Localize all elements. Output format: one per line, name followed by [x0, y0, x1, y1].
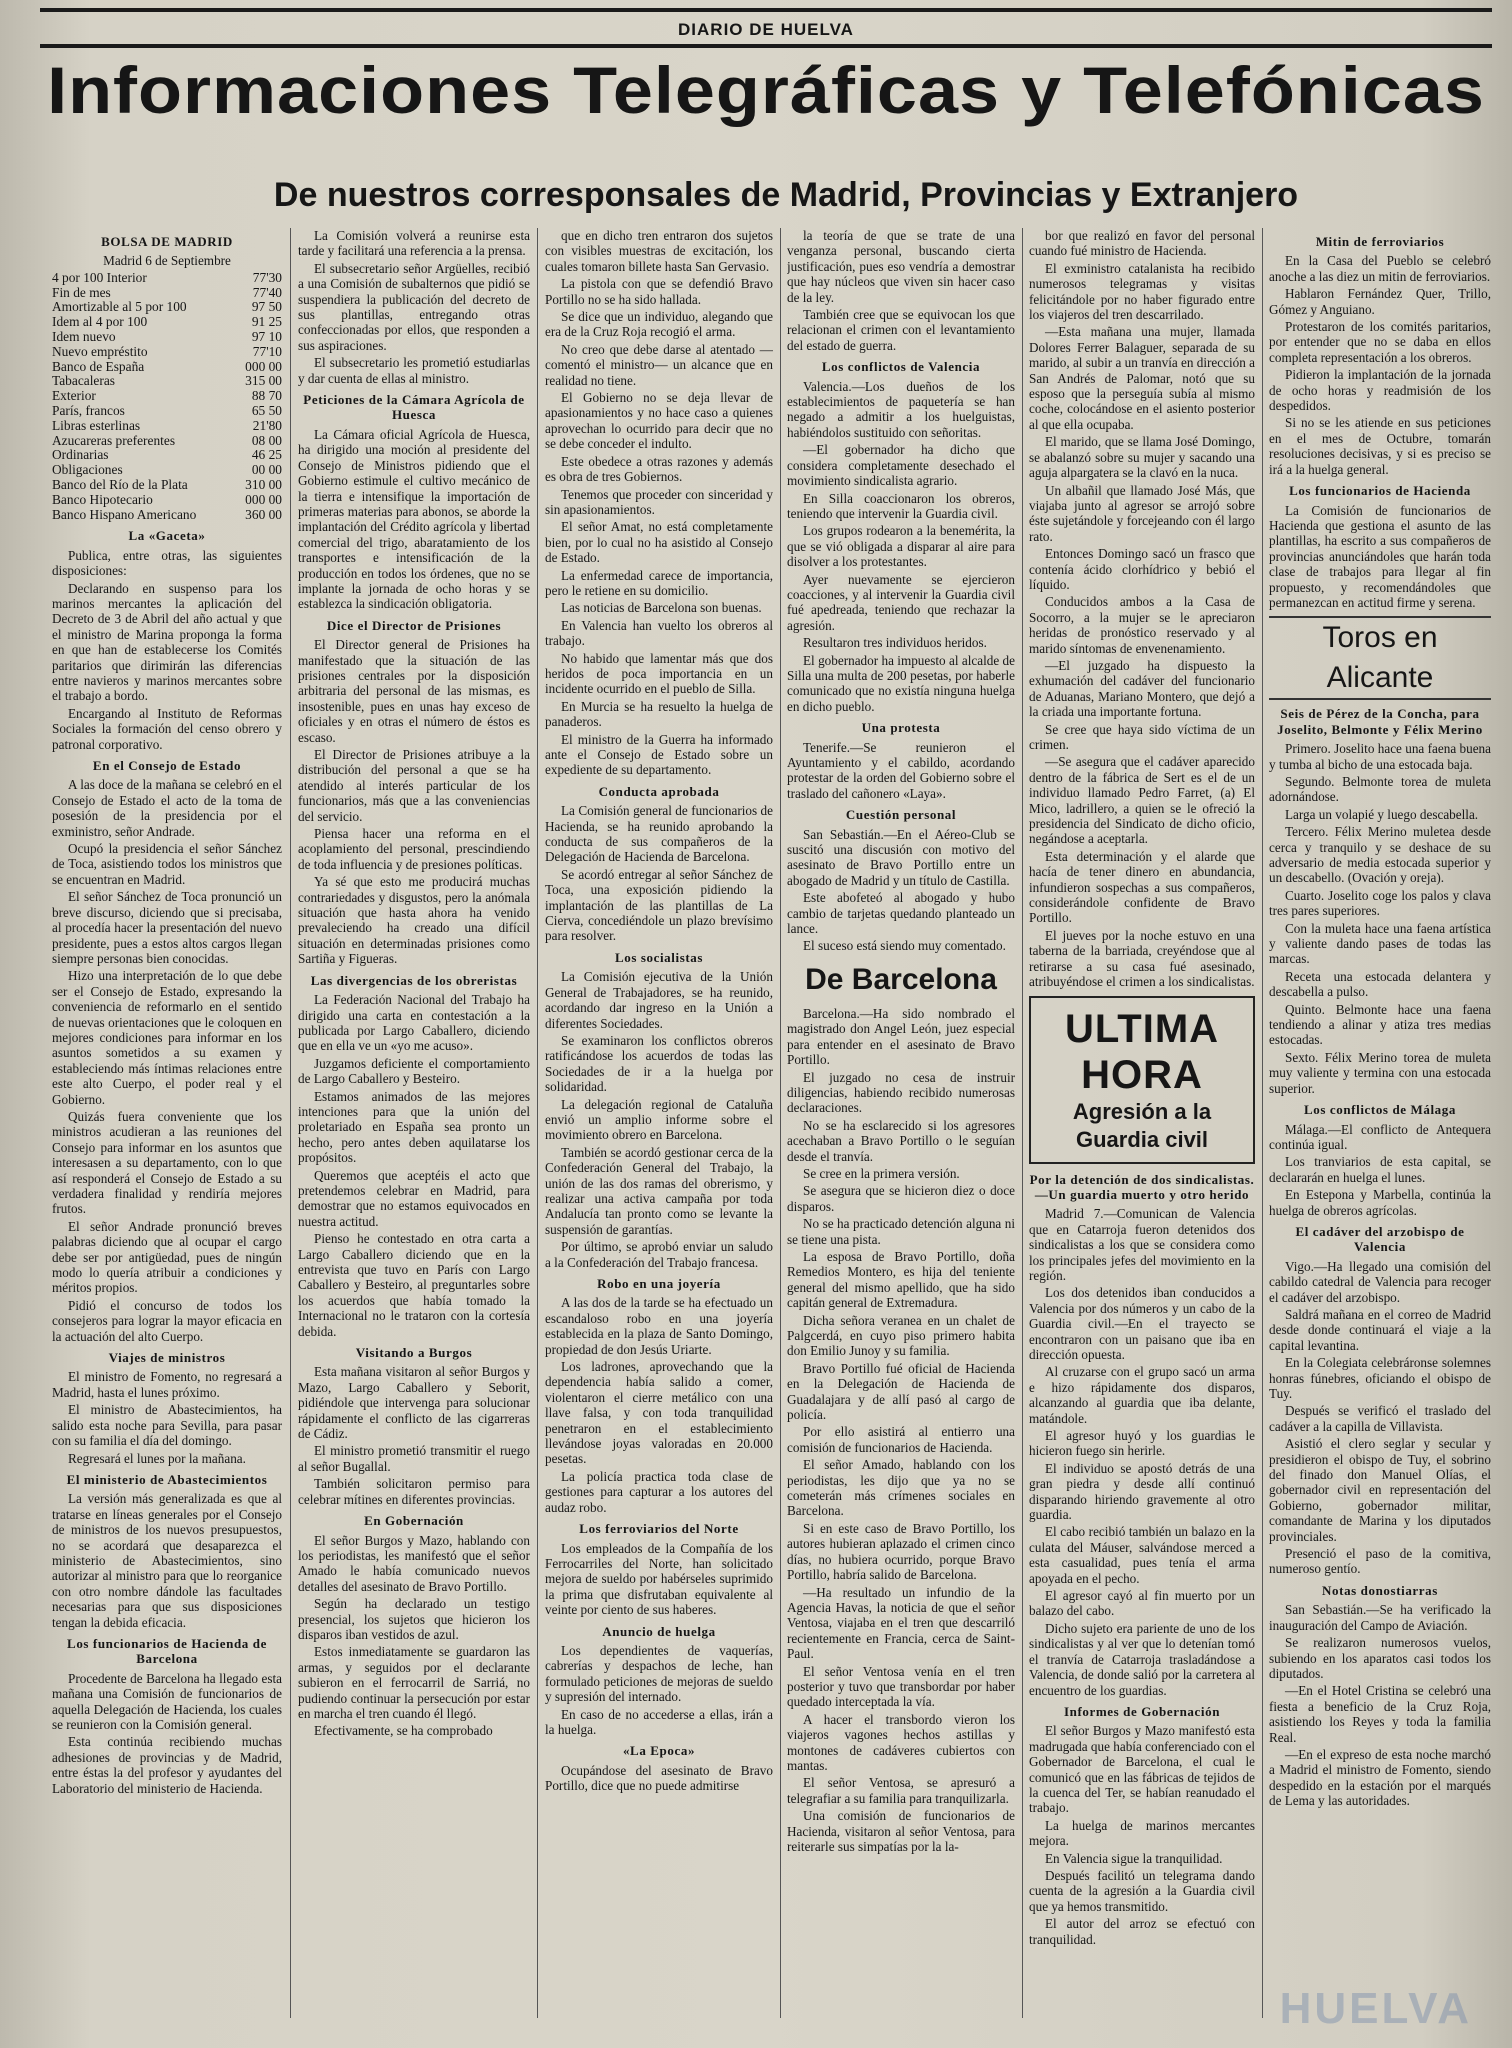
paragraph: La Comisión de funcionarios de Hacienda que gestiona el asunto de las plantillas, ha escrito a sus compañeros de provincias anunciándoles que harán toda clase de trabajos para llegar al fin propuesto, y recomendándoles que permanezcan en actitud firme y serena. [1269, 502, 1491, 610]
paragraph: Se dice que un individuo, alegando que era de la Cruz Roja recogió el arma. [545, 309, 773, 340]
column-rule [537, 228, 538, 2018]
funcionarios-hacienda-title: Los funcionarios de Hacienda [1289, 483, 1471, 499]
conducta-title: Conducta aprobada [598, 783, 720, 799]
bolsa-date: Madrid 6 de Septiembre [103, 253, 231, 269]
paragraph: En la Colegiata celebráronse solemnes honras fúnebres, oficiando el obispo de Tuy. [1269, 1355, 1491, 1401]
paragraph: También se acordó gestionar cerca de la Confederación General del Trabajo, la unión de las dos ramas del obrerismo, y realizar una activa campaña por toda Andalucía tan pronto como se levante la suspensión de garantías. [545, 1144, 773, 1237]
paragraph: La delegación regional de Cataluña envió un amplio informe sobre el movimiento obrero en Barcelona. [545, 1096, 773, 1143]
stock-value: 310 00 [245, 476, 282, 492]
paragraph: Queremos que aceptéis el acto que pretendemos celebrar en Madrid, para demostrar que no estamos equivocados en nuestra actitud. [298, 1167, 530, 1229]
paragraph: Málaga.—El conflicto de Antequera continúa igual. [1269, 1121, 1491, 1152]
paragraph: El subsecretario les prometió estudiarlas y dar cuenta de ellas al ministro. [298, 355, 530, 386]
paragraph: Segundo. Belmonte torea de muleta adornándose. [1269, 773, 1491, 805]
paragraph: A las dos de la tarde se ha efectuado un escandaloso robo en una joyería establecida en la plaza de Santo Domingo, propiedad de don Jesús Uriarte. [545, 1295, 773, 1357]
informes-title: Informes de Gobernación [1063, 1703, 1221, 1719]
stock-label: Banco Hipotecario [52, 491, 153, 507]
paragraph: Las noticias de Barcelona son buenas. [561, 600, 762, 616]
paragraph: Este abofeteó al abogado y hubo cambio de tarjetas quedando planteado un lance. [787, 890, 1015, 937]
paragraph: Declarando en suspenso para los marinos mercantes la aplicación del Decreto de 3 de Abril del año actual y que el ministro de Marina proponga la forma en que han de establecerse los Comités paritarios que dirimirán las diferencias entre navieros y marinos mercantes sobre el trabajo a bordo. [52, 580, 282, 704]
stock-value: 77'30 [252, 269, 282, 285]
paragraph: La pistola con que se defendió Bravo Portillo no se ha sido hallada. [545, 276, 773, 307]
column-1 [52, 228, 282, 2028]
mitin-title: Mitin de ferroviarios [1315, 234, 1445, 249]
stock-value: 97 10 [251, 329, 282, 344]
paragraph: Se cree en la primera versión. [803, 1165, 960, 1181]
bolsa-title: BOLSA DE MADRID [101, 234, 233, 249]
stock-row [52, 404, 282, 419]
paragraph: La Comisión general de funcionarios de Hacienda, se ha reunido aprobando la conducta de sus compañeros de la Delegación de Hacienda de Barcelona. [545, 803, 773, 865]
paragraph: Si no se les atiende en sus peticiones en el mes de Octubre, tomarán resoluciones decisivas, y si es preciso se irá a la huelga general. [1269, 415, 1491, 477]
stock-value: 77'10 [252, 343, 282, 359]
paragraph: El cabo recibió también un balazo en la culata del Máuser, salvándose merced a esta casualidad, pues tenía el arma apoyada en el pecho. [1029, 1524, 1255, 1586]
column-rule [780, 228, 781, 2018]
paragraph: —El juzgado ha dispuesto la exhumación del cadáver del funcionario de Aduanas, Mariano Montero, que dejó a la criada una importante fortuna. [1029, 657, 1255, 720]
funcionarios-barcelona-title: Los funcionarios de Hacienda de Barcelona [67, 1635, 267, 1667]
paragraph: La policía practica toda clase de gestiones para capturar a los autores del audaz robo. [545, 1468, 773, 1515]
paragraph: A las doce de la mañana se celebró en el Consejo de Estado el acto de la toma de posesión de la presidencia por el exministro, señor Andrade. [52, 777, 282, 839]
stock-table [52, 271, 282, 523]
paragraph: Se acordó entregar al señor Sánchez de Toca, una exposición pidiendo la implantación de las plantillas de La Cierva, concediéndole un plazo brevísimo para resolver. [545, 866, 773, 944]
paragraph: El ministro de la Guerra ha informado ante el Consejo de Estado sobre un expediente de su departamento. [545, 731, 773, 778]
sub-headline: De nuestros corresponsales de Madrid, Provincias y Extranjero [273, 176, 1299, 214]
paragraph: Los ladrones, aprovechando que la dependencia había salido a comer, violentaron el cierre metálico con una llave falsa, y con toda tranquilidad penetraron en el establecimiento llevándose joyas valoradas en 20.000 pesetas. [545, 1359, 773, 1467]
stock-label: Exterior [52, 388, 96, 404]
paragraph: La versión más generalizada es que al tratarse en líneas generales por el Consejo de ministros de los nuevos presupuestos, no se acordará que desaparezca el ministerio de Abastecimientos, sino autorizar al ministro para que lo reorganice con otro nombre dándole las facultades necesarias para que sus disposiciones tengan la debida eficacia. [52, 1491, 282, 1630]
paragraph: Dicho sujeto era pariente de uno de los sindicalistas y al ver que lo detenían tomó el tranvía de Catarroja trasladándose a Valencia, de donde salió por la carretera al encuentro de los guardias. [1029, 1620, 1255, 1698]
stock-row [52, 345, 282, 360]
paragraph: Regresará el lunes por la mañana. [68, 1450, 246, 1466]
stock-label: París, francos [52, 402, 125, 418]
stock-label: Banco del Río de la Plata [52, 476, 188, 492]
stock-row [52, 434, 282, 449]
paragraph: Según ha declarado un testigo presencial, los sujetos que hicieron los disparos iban vestidos de azul. [298, 1596, 530, 1642]
paragraph: No habido que lamentar más que dos heridos de poca importancia en un incidente ocurrido en el pueblo de Silla. [545, 650, 773, 697]
column-4 [787, 228, 1015, 2028]
paragraph: —Se asegura que el cadáver aparecido dentro de la fábrica de Sert es el de un individuo llamado Pedro Farret, (a) El Mico, ladrillero, a quien se le ofreció la presidencia del Sindicato de dicho oficio, negándose a aceptarla. [1029, 754, 1255, 847]
stock-row [52, 419, 282, 434]
paragraph: Después se verificó el traslado del cadáver a la capilla de Villavista. [1269, 1403, 1491, 1434]
paragraph: La Cámara oficial Agrícola de Huesca, ha dirigido una moción al presidente del Consejo de Ministros pidiendo que el Gobierno estimule el cultivo mecánico de la tierra e intensifique la importación de primeras materias para abonos, se aborde la implantación del Crédito agrícola y libertad comercial del trigo, abaratamiento de los transportes e intensificación de la producción en todos los órdenes, que no se implante la jornada de ocho horas y se establezca la sindicación obligatoria. [298, 426, 530, 612]
toros-heading: Toros en Alicante [1269, 616, 1491, 700]
consejo-title: En el Consejo de Estado [92, 758, 242, 774]
paragraph: Saldrá mañana en el correo de Madrid desde donde continuará el viaje a la capital levantina. [1269, 1306, 1491, 1353]
paragraph: Los empleados de la Compañía de los Ferrocarriles del Norte, han solicitado mejora de sueldo por habérseles suprimido la prima que disfrutaban equivalente al veinte por ciento de sus haberes. [545, 1540, 773, 1618]
paragraph: Pidió el concurso de todos los consejeros para lograr la mayor eficacia en la actuación del alto Cuerpo. [52, 1297, 282, 1344]
anuncio-title: Anuncio de huelga [602, 1623, 716, 1639]
paragraph: Vigo.—Ha llegado una comisión del cabildo catedral de Valencia para recoger el cadáver del arzobispo. [1269, 1258, 1491, 1305]
paragraph: El exministro catalanista ha recibido numerosos telegramas y visitas felicitándole por no haber figurado entre los viajeros del tren descarrilado. [1029, 260, 1255, 323]
paragraph: El ministro de Abastecimientos, ha salido esta noche para Sevilla, para pasar con su familia el día del domingo. [52, 1402, 282, 1449]
paragraph: bor que realizó en favor del personal cuando fué ministro de Hacienda. [1029, 228, 1255, 259]
paragraph: Quinto. Belmonte hace una faena tendiendo a alinar y atiza tres medias estocadas. [1269, 1001, 1491, 1048]
paragraph: El individuo se apostó detrás de una gran piedra y desde allí continuó disparando hiriendo gravemente al otro guardia. [1029, 1460, 1255, 1523]
paragraph: la teoría de que se trate de una venganza personal, buscando cierta justificación, pues eso vendría a demostrar que hay núcleos que viven sin hacer caso de la ley. [787, 228, 1015, 305]
stock-label: Amortizable al 5 por 100 [52, 299, 187, 315]
paragraph: Entonces Domingo sacó un frasco que contenía ácido clorhídrico y bebió el líquido. [1029, 546, 1255, 592]
paragraph: Con la muleta hace una faena artística y valiente dando pases de todas las marcas. [1269, 920, 1491, 967]
stock-row [52, 360, 282, 375]
arzobispo-title: El cadáver del arzobispo de Valencia [1295, 1223, 1465, 1255]
ultima-hora-subtitle: Agresión a la Guardia civil [1072, 1098, 1212, 1152]
paper-name: DIARIO DE HUELVA [678, 20, 854, 39]
paragraph: Madrid 7.—Comunican de Valencia que en Catarroja fueron detenidos dos sindicalistas a los que se considera como los principales jefes del movimiento en la región. [1029, 1206, 1255, 1283]
paragraph: Presenció el paso de la comitiva, numeroso gentío. [1269, 1546, 1491, 1577]
paragraph: Larga un volapié y luego descabella. [1285, 806, 1479, 822]
stock-label: Idem nuevo [52, 329, 116, 344]
socialistas-title: Los socialistas [614, 949, 704, 965]
paragraph: Esta continúa recibiendo muchas adhesiones de provincias y de Madrid, entre éstas la del profesor y ayudantes del Laboratorio del ministerio de Hacienda. [52, 1734, 282, 1796]
main-headline: Informaciones Telegráficas y Telefónicas [47, 54, 1485, 128]
column-rule [290, 228, 291, 2018]
paragraph: El Gobierno no se deja llevar de apasionamientos y no hace caso a quienes aprovechan lo ocurrido para decir que no se debe conceder el indulto. [545, 390, 773, 452]
paragraph: La Comisión volverá a reunirse esta tarde y facilitará una referencia a la prensa. [298, 228, 530, 259]
paragraph: Esta mañana visitaron al señor Burgos y Mazo, Largo Caballero y Seborit, pidiéndole que intervenga para solucionar rápidamente el conflicto de las cigarreras de Cádiz. [298, 1364, 530, 1442]
paragraph: —El gobernador ha dicho que considera completamente desechado el movimiento sindicalista agrario. [787, 442, 1015, 489]
paragraph: —En el Hotel Cristina se celebró una fiesta a beneficio de la Cruz Roja, asistiendo los Reyes y toda la familia Real. [1269, 1683, 1491, 1745]
column-rule [1262, 228, 1263, 2018]
paragraph: Sexto. Félix Merino torea de muleta muy valiente y termina con una estocada superior. [1269, 1049, 1491, 1096]
director-prisiones-title: Dice el Director de Prisiones [326, 617, 502, 633]
protesta-title: Una protesta [861, 720, 941, 736]
paragraph: Ocupó la presidencia el señor Sánchez de Toca, asistiendo todos los ministros que se encuentran en Madrid. [52, 841, 282, 887]
paragraph: La esposa de Bravo Portillo, doña Remedios Montero, es hija del teniente general del mismo apellido, que ha sido capitán general de Extremadura. [787, 1248, 1015, 1311]
column-rule [1022, 228, 1023, 2018]
paragraph: Valencia.—Los dueños de los establecimientos de paquetería se han negado a admitir a los huelguistas, habiéndolos sustituido con señoritas. [787, 378, 1015, 440]
paragraph: La Federación Nacional del Trabajo ha dirigido una carta en contestación a la publicada por Largo Caballero, diciendo que en ella ve un «yo me acuso». [298, 992, 530, 1054]
stock-label: Nuevo empréstito [52, 343, 148, 359]
paragraph: El señor Ventosa, se apresuró a telegrafiar a su familia para tranquilizarla. [787, 1775, 1015, 1806]
norte-title: Los ferroviarios del Norte [579, 1521, 739, 1537]
paragraph: La enfermedad carece de importancia, pero le retiene en su domicilio. [545, 567, 773, 598]
paragraph: En Valencia han vuelto los obreros al trabajo. [545, 617, 773, 649]
epoca-title: «La Epoca» [622, 1743, 696, 1759]
paragraph: Se realizaron numerosos vuelos, subiendo en los aparatos casi todos los diputados. [1269, 1635, 1491, 1681]
paragraph: También cree que se equivocan los que relacionan el crimen con el levantamiento del estado de guerra. [787, 307, 1015, 353]
stock-label: Libras esterlinas [52, 417, 141, 433]
paragraph: Resultaron tres individuos heridos. [803, 635, 987, 651]
paragraph: Tercero. Félix Merino muletea desde cerca y tranquilo y se deshace de su adversario de media estocada superior y un descabello. (Ovación y oreja). [1269, 824, 1491, 886]
paragraph: El marido, que se llama José Domingo, se abalanzó sobre su mujer y sacando una aguja alpargatera se la clavó en la nuca. [1029, 434, 1255, 481]
paragraph: El autor del arroz se efectuó con tranquilidad. [1029, 1916, 1255, 1947]
paragraph: Tenemos que proceder con sinceridad y sin apasionamientos. [545, 486, 773, 517]
paragraph: No se ha esclarecido si los agresores acechaban a Bravo Portillo o le seguían desde el tranvía. [787, 1117, 1015, 1164]
paragraph: El jueves por la noche estuvo en una taberna de la barriada, creyéndose que al retirarse a su casa fué asesinado, atribuyéndose el crimen a los sindicalistas. [1029, 927, 1255, 990]
paragraph: El señor Burgos y Mazo, hablando con los periodistas, les manifestó que el señor Amado le había comunicado nuevos detalles del asesinato de Bravo Portillo. [298, 1532, 530, 1594]
paragraph: Cuarto. Joselito coge los palos y clava tres pares superiores. [1269, 887, 1491, 919]
paragraph: Ocupándose del asesinato de Bravo Portillo, dice que no puede admitirse [545, 1762, 773, 1794]
stock-label: Ordinarias [52, 447, 109, 463]
stock-value: 46 25 [251, 447, 282, 463]
paragraph: Estamos animados de las mejores intenciones para que la unión del proletariado en España sea pronto un hecho, pero antes deben aquilatarse los propósitos. [298, 1088, 530, 1166]
paragraph: Este obedece a otras razones y además es obra de tres Gobiernos. [545, 453, 773, 485]
stock-label: Azucareras preferentes [52, 432, 176, 448]
paragraph: Los dependientes de vaquerías, cabrerías y despachos de leche, han formulado peticiones de mejoras de sueldo y supresión del internado. [545, 1642, 773, 1705]
paragraph: El gobernador ha impuesto al alcalde de Silla una multa de 200 pesetas, por haberle comunicado que no existía ninguna huelga en dicho pueblo. [787, 652, 1015, 714]
paragraph: Al cruzarse con el grupo sacó un arma e hizo rápidamente dos disparos, alcanzando al guardia que iba delante, matándole. [1029, 1364, 1255, 1426]
malaga-title: Los conflictos de Málaga [1304, 1102, 1456, 1118]
paragraph: El agresor cayó al fin muerto por un balazo del cabo. [1029, 1588, 1255, 1619]
paragraph: La Comisión ejecutiva de la Unión General de Trabajadores, se ha reunido, acordando dar ingreso en la Unión a diferentes Sociedades. [545, 969, 773, 1031]
barcelona-heading: De Barcelona [805, 962, 997, 996]
stock-row [52, 271, 282, 286]
paragraph: Estos inmediatamente se guardaron las armas, y seguidos por el declarante subieron en el ferrocarril de Sarriá, no pudiendo continuar la persecución por estar en marcha el tren cuando él llegó. [298, 1644, 530, 1721]
stock-value: 65 50 [251, 402, 282, 418]
paragraph: San Sebastián.—Se ha verificado la inauguración del Campo de Aviación. [1269, 1602, 1491, 1633]
paragraph: Asistió el clero seglar y secular y presidieron el obispo de Tuy, el sobrino del finado don Manuel Olías, el gobernador civil en representación del Gobierno, gobernador militar, comandante de Marina y los diputados provinciales. [1269, 1436, 1491, 1544]
paragraph: Hablaron Fernández Quer, Trillo, Gómez y Anguiano. [1269, 286, 1491, 317]
paragraph: Primero. Joselito hace una faena buena y tumba al bicho de una estocada baja. [1269, 741, 1491, 772]
paragraph: Una comisión de funcionarios de Hacienda, visitaron al señor Ventosa, para reiterarle sus simpatías por la la- [787, 1808, 1015, 1854]
stock-row [52, 315, 282, 330]
paragraph: San Sebastián.—En el Aéreo-Club se suscitó una discusión con motivo del asesinato de Bravo Portillo entre un abogado de Madrid y un título de Castilla. [787, 826, 1015, 888]
paragraph: En Estepona y Marbella, continúa la huelga de obreros agrícolas. [1269, 1187, 1491, 1218]
paragraph: El señor Burgos y Mazo manifestó esta madrugada que había conferenciado con el Gobernador de Barcelona, el cual le comunicó que en las fábricas de tejidos de la cuenca del Ter, se habían reanudado el trabajo. [1029, 1723, 1255, 1816]
stock-value: 00 00 [251, 462, 282, 478]
paragraph: —Esta mañana una mujer, llamada Dolores Ferrer Balaguer, separada de su marido, al subir a un tranvía en dirección a San Andrés de Palomar, notó que su esposo que la perseguía subía al mismo coche, colocándose en el asiento posterior al que ella ocupaba. [1029, 324, 1255, 432]
paragraph: Por ello asistirá al entierro una comisión de funcionarios de Hacienda. [787, 1424, 1015, 1455]
stock-label: Banco de España [52, 358, 145, 374]
paragraph: Después facilitó un telegrama dando cuenta de la agresión a la Guardia civil que ya hemos transmitido. [1029, 1867, 1255, 1914]
paragraph: También solicitaron permiso para celebrar mítines en diferentes provincias. [298, 1476, 530, 1507]
stock-row [52, 330, 282, 345]
paragraph: En caso de no accederse a ellas, irán a la huelga. [545, 1706, 773, 1737]
stock-row [52, 300, 282, 315]
notas-title: Notas donostiarras [1322, 1582, 1438, 1598]
stock-row [52, 478, 282, 493]
paragraph: El señor Amat, no está completamente bien, por lo cual no ha asistido al Consejo de Estado. [545, 519, 773, 566]
valencia-title: Los conflictos de Valencia [821, 359, 981, 375]
detencion-title: Por la detención de dos sindicalistas.—Un guardia muerto y otro herido [1029, 1171, 1255, 1202]
burgos-title: Visitando a Burgos [355, 1345, 473, 1361]
column-5 [1029, 228, 1255, 2028]
gaceta-title: La «Gaceta» [128, 528, 206, 544]
stock-value: 000 00 [245, 358, 282, 374]
stock-value: 91 25 [251, 314, 282, 330]
paragraph: —Ha resultado un infundio de la Agencia Havas, la noticia de que el señor Ventosa, viajaba en el tren que descarriló recientemente en Francia, cerca de Saint-Paul. [787, 1584, 1015, 1662]
paragraph: El Director general de Prisiones ha manifestado que la situación de las prisiones centrales por la disposición arbitraria del personal de las mismas, es insostenible, pues en unas hay exceso de oficiales y en otras el número de éstos es escaso. [298, 637, 530, 745]
paragraph: Juzgamos deficiente el comportamiento de Largo Caballero y Besteiro. [298, 1055, 530, 1087]
paragraph: Quizás fuera conveniente que los ministros acudieran a las reuniones del Consejo para informar en los asuntos que interesasen a su departamento, con lo que así responderá el Consejo de Estado a su verdadera finalidad y rendiría mejores frutos. [52, 1108, 282, 1217]
paragraph: En la Casa del Pueblo se celebró anoche a las diez un mitin de ferroviarios. [1269, 253, 1491, 284]
abastecimientos-title: El ministerio de Abastecimientos [66, 1471, 268, 1487]
paragraph: Se cree que haya sido víctima de un crimen. [1029, 721, 1255, 752]
paragraph: El suceso está siendo muy comentado. [803, 938, 1006, 954]
stock-value: 21'80 [252, 417, 282, 433]
stock-row [52, 493, 282, 508]
paragraph: Encargando al Instituto de Reformas Sociales la formación del censo obrero y patronal corporativo. [52, 705, 282, 752]
stock-value: 315 00 [245, 373, 282, 389]
paragraph: El agresor huyó y los guardias le hicieron fuego sin herirle. [1029, 1428, 1255, 1459]
paragraph: Esta determinación y el alarde que hacía de tener dinero en abundancia, infundieron sospechas a sus compañeros, considerándole confidente de Bravo Portillo. [1029, 848, 1255, 926]
paragraph: El Director de Prisiones atribuye a la distribución del personal a que se ha atendido al interés particular de los funcionarios, más que a las conveniencias del servicio. [298, 747, 530, 824]
paragraph: El ministro de Fomento, no regresará a Madrid, hasta el lunes próximo. [52, 1369, 282, 1400]
paragraph: Efectivamente, se ha comprobado [314, 1723, 493, 1739]
ultima-hora-title: ULTIMA HORA [1064, 1006, 1220, 1097]
paragraph: Por último, se aprobó enviar un saludo a la Confederación del Trabajo francesa. [545, 1239, 773, 1270]
stock-row [52, 508, 282, 523]
masthead-rule [40, 44, 1492, 48]
paragraph: En Valencia sigue la tranquilidad. [1045, 1850, 1223, 1866]
paragraph: Conducidos ambos a la Casa de Socorro, a la mujer se le apreciaron heridas de pronóstico reservado y al marido síntomas de envenenamiento. [1029, 594, 1255, 656]
robo-title: Robo en una joyería [597, 1276, 721, 1291]
paragraph: Si en este caso de Bravo Portillo, los autores hubieran aplazado el crimen cinco días, no hubiera ocurrido, porque Bravo Portillo, habría salido de Barcelona. [787, 1520, 1015, 1583]
paragraph: que en dicho tren entraron dos sujetos con visibles muestras de excitación, los cuales tomaron billete hasta San Gervasio. [545, 228, 773, 274]
stock-row [52, 286, 282, 301]
cuestion-title: Cuestión personal [845, 807, 957, 823]
stock-value: 97 50 [251, 299, 282, 315]
paragraph: El señor Amado, hablando con los periodistas, les dijo que ya no se cometerán más crímenes sociales en Barcelona. [787, 1457, 1015, 1519]
stock-value: 000 00 [245, 491, 282, 507]
paragraph: A hacer el transbordo vieron los viajeros vagones hechos astillas y montones de cadáveres cubiertos con mantas. [787, 1711, 1015, 1773]
paragraph: La huelga de marinos mercantes mejora. [1029, 1817, 1255, 1849]
stock-row [52, 463, 282, 478]
paragraph: Protestaron de los comités paritarios, por entender que no se daba en ellos completa representación a los obreros. [1269, 319, 1491, 365]
paragraph: Hizo una interpretación de lo que debe ser el Consejo de Estado, expresando la conveniencia de reformarlo en el sentido de nuevas orientaciones que le coloquen en mejores condiciones para informar en los asuntos sometidos a su examen y estableciendo más íntimas relaciones entre este alto Cuerpo, el poder real y el Gobierno. [52, 968, 282, 1107]
paragraph: Dicha señora veranea en un chalet de Palgcerdá, en cuyo piso primero habita don Emilio Junoy y su familia. [787, 1312, 1015, 1359]
stock-value: 77'40 [252, 284, 282, 300]
paragraph: No se ha practicado detención alguna ni se tiene una pista. [787, 1216, 1015, 1247]
top-rule [40, 8, 1492, 12]
paragraph: Ayer nuevamente se ejercieron coacciones, y al intervenir la Guardia civil fué apedreada, teniendo que rechazar la agresión. [787, 571, 1015, 633]
stock-label: 4 por 100 Interior [52, 269, 147, 285]
paragraph: Pienso he contestado en otra carta a Largo Caballero diciendo que en la entrevista que tuvo en París con Largo Caballero y Besteiro, al preguntarles sobre los acuerdos que había tomado la Internacional no le trataron con la cortesía debida. [298, 1231, 530, 1339]
paragraph: No creo que debe darse al atentado —comentó el ministro— un alcance que en realidad no tiene. [545, 341, 773, 388]
stock-label: Obligaciones [52, 462, 123, 478]
stock-value: 360 00 [245, 506, 282, 522]
stock-label: Tabacaleras [52, 373, 115, 389]
huelva-watermark: HUELVA [1279, 1984, 1472, 2033]
stock-label: Banco Hispano Americano [52, 506, 197, 522]
paragraph: Barcelona.—Ha sido nombrado el magistrado don Angel León, juez especial para entender en el asesinato de Bravo Portillo. [787, 1005, 1015, 1068]
stock-row [52, 389, 282, 404]
paragraph: Un albañil que llamado José Más, que viajaba junto al agresor se arrojó sobre éste sujetándole y forcejeando con él largo rato. [1029, 482, 1255, 544]
column-2 [298, 228, 530, 2028]
paragraph: El señor Ventosa venía en el tren posterior y tuvo que transbordar por haber quedado interceptada la vía. [787, 1663, 1015, 1710]
paragraph: En Murcia se ha resuelto la huelga de panaderos. [545, 698, 773, 730]
paragraph: En Silla coaccionaron los obreros, teniendo que intervenir la Guardia civil. [787, 490, 1015, 521]
paragraph: Ya sé que esto me producirá muchas contrariedades y disgustos, pero la anómala situación que hasta ahora ha venido prevaleciendo ha creado una difícil situación en determinadas prisiones como Sartiña y Figueras. [298, 874, 530, 967]
viajes-title: Viajes de ministros [108, 1350, 226, 1366]
paragraph: Los tranviarios de esta capital, se declararán en huelga el lunes. [1269, 1154, 1491, 1185]
peticiones-title: Peticiones de la Cámara Agrícola de Huesca [303, 392, 525, 423]
paragraph: —En el expreso de esta noche marchó a Madrid el ministro de Fomento, siendo despedido en la estación por el marqués de Lema y las autoridades. [1269, 1746, 1491, 1809]
paragraph: Los dos detenidos iban conducidos a Valencia por dos números y un cabo de la Guardia civil.—En el trayecto se encontraron con un paisano que iba en dirección opuesta. [1029, 1285, 1255, 1362]
paragraph: Procedente de Barcelona ha llegado esta mañana una Comisión de funcionarios de aquella Delegación de Hacienda, los cuales se reunieron con la Comisión general. [52, 1670, 282, 1733]
paragraph: El señor Sánchez de Toca pronunció un breve discurso, diciendo que si precisaba, al procedía hacer la presentación del nuevo presidente, pues a estos altos cargos llegan siempre personas bien conocidas. [52, 889, 282, 966]
paragraph: Piensa hacer una reforma en el acoplamiento del personal, prescindiendo de toda influencia y de presiones políticas. [298, 826, 530, 872]
stock-label: Fin de mes [52, 284, 111, 300]
stock-label: Idem al 4 por 100 [52, 314, 148, 330]
paragraph: Receta una estocada delantera y descabella a pulso. [1269, 968, 1491, 1000]
stock-row [52, 448, 282, 463]
paragraph: Pidieron la implantación de la jornada de ocho horas y readmisión de los despedidos. [1269, 367, 1491, 414]
paragraph: Los grupos rodearon a la benemérita, la que se vió obligada a disparar al aire para disolver a los protestantes. [787, 523, 1015, 570]
paragraph: Se asegura que se hicieron diez o doce disparos. [787, 1183, 1015, 1214]
paragraph: El señor Andrade pronunció breves palabras diciendo que al ocupar el cargo debe ser por antigüedad, pues de ningún modo lo quería atribuir a condiciones y méritos propios. [52, 1218, 282, 1296]
paragraph: Bravo Portillo fué oficial de Hacienda en la Delegación de Hacienda de Guadalajara y de allí pasó al cargo de policía. [787, 1360, 1015, 1423]
stock-value: 88 70 [251, 388, 282, 404]
paragraph: El juzgado no cesa de instruir diligencias, habiendo recibido numerosas declaraciones. [787, 1069, 1015, 1116]
gobernacion-title: En Gobernación [364, 1513, 464, 1529]
paragraph: El ministro prometió transmitir el ruego al señor Bugallal. [298, 1443, 530, 1474]
toros-subtitle: Seis de Pérez de la Concha, para Joselito, Belmonte y Félix Merino [1277, 706, 1483, 737]
masthead [40, 8, 1492, 48]
stock-row [52, 374, 282, 389]
column-3 [545, 228, 773, 2028]
divergencias-title: Las divergencias de los obreristas [310, 972, 518, 988]
column-6 [1269, 228, 1491, 2028]
paragraph: Tenerife.—Se reunieron el Ayuntamiento y el cabildo, acordando protestar de la orden del Gobierno sobre el traslado del cañonero «Laya». [787, 739, 1015, 801]
ultima-hora-box [1029, 996, 1255, 1164]
paragraph: Se examinaron los conflictos obreros ratificándose los acuerdos de todas las Sociedades de ir a la huelga por solidaridad. [545, 1032, 773, 1095]
stock-value: 08 00 [251, 432, 282, 448]
paragraph: Publica, entre otras, las siguientes disposiciones: [52, 547, 282, 579]
paragraph: El subsecretario señor Argüelles, recibió a una Comisión de subalternos que pidió se suspendiera la publicación del decreto de sus plantillas, entregando otras confeccionadas por ellos, que responden a sus aspiraciones. [298, 260, 530, 353]
